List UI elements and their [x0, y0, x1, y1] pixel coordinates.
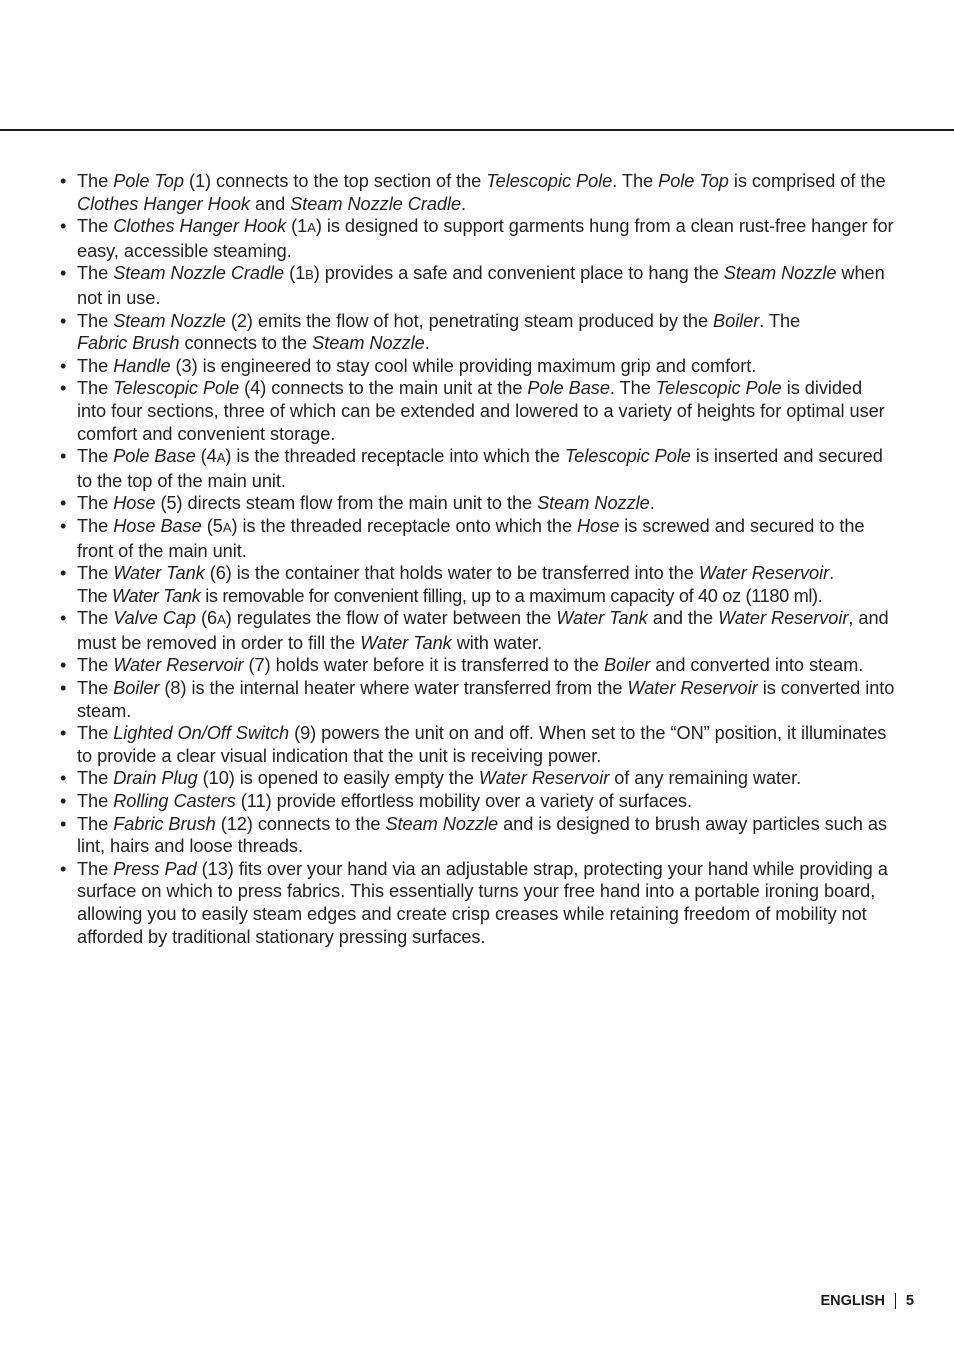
text: (4 — [195, 446, 217, 467]
text: ) is the threaded receptacle into which the — [225, 446, 565, 467]
text: (1) connects to the top section of the — [183, 171, 487, 191]
term: Boiler — [713, 310, 760, 331]
term: Steam Nozzle — [723, 263, 837, 284]
list-item — [60, 515, 896, 562]
bullet: • — [60, 216, 67, 237]
term: Steam Nozzle Cradle — [290, 193, 462, 214]
text: The — [77, 378, 114, 399]
bullet: • — [60, 608, 67, 629]
text: The — [77, 493, 114, 514]
text: ) is designed to support garments hung from a clean rust-free hanger for easy, accessible steaming. — [77, 216, 894, 261]
text: is screwed and secured to the front of the main unit. — [77, 515, 865, 561]
bullet: • — [60, 791, 67, 812]
term: Pole Base — [527, 378, 610, 399]
text: The — [77, 563, 114, 584]
bullet: • — [60, 678, 67, 699]
term: Water Tank — [112, 585, 201, 606]
bullet: • — [60, 310, 67, 331]
list-item — [60, 445, 896, 492]
term: Drain Plug — [113, 768, 198, 789]
text: . The — [609, 378, 656, 399]
term: Water Reservoir — [698, 563, 830, 584]
term: Fabric Brush — [113, 813, 216, 834]
list-item — [60, 722, 896, 767]
list-item — [60, 215, 896, 262]
text: The — [77, 791, 114, 812]
text: and the — [647, 608, 719, 629]
term: Pole Base — [113, 446, 196, 467]
text: of any remaining water. — [609, 768, 802, 789]
text: is divided into four sections, three of which can be extended and lowered to a variety of heights for optimal user comfort and convenient storage. — [77, 378, 885, 444]
text: and converted into steam. — [650, 655, 864, 676]
text: with water. — [451, 632, 543, 653]
text: (6 — [196, 608, 218, 629]
bullet: • — [60, 171, 67, 191]
sub-label: B — [305, 267, 314, 283]
text: The — [77, 678, 114, 699]
term: Boiler — [113, 678, 160, 699]
term: Water Reservoir — [113, 655, 244, 676]
text: (4) connects to the main unit at the — [239, 378, 528, 399]
term: Telescopic Pole — [486, 171, 613, 191]
text: (7) holds water before it is transferred to the — [243, 655, 604, 676]
term: Water Tank — [360, 632, 452, 653]
text: , and must be removed in order to fill the — [77, 608, 889, 653]
term: Steam Nozzle Cradle — [113, 263, 285, 284]
term: Valve Cap — [113, 608, 196, 629]
text: The — [77, 608, 114, 629]
bullet: • — [60, 446, 67, 467]
text: . The — [759, 310, 801, 331]
term: Handle — [113, 355, 171, 376]
term: Water Tank — [556, 608, 648, 629]
list-item — [60, 492, 896, 515]
text: is comprised of the — [728, 171, 886, 191]
text: connects to the — [179, 333, 313, 354]
list-item — [60, 377, 896, 445]
term: Steam Nozzle — [537, 493, 650, 514]
text: (13) fits over your hand via an adjustable strap, protecting your hand while providing a surface on which to press fabrics. This essentially turns your free hand into a portable ironing board, allowing you to easily steam edges and create crisp creases while retaining freedom of mobility not afforded by traditional stationary pressing surfaces. — [77, 858, 888, 947]
text: (11) provide effortless mobility over a variety of surfaces. — [235, 791, 692, 812]
text: when not in use. — [77, 263, 885, 308]
term: Water Reservoir — [478, 768, 610, 789]
text: The — [77, 310, 114, 331]
bullet: • — [60, 768, 67, 789]
term: Clothes Hanger Hook — [77, 193, 250, 214]
bullet: • — [60, 378, 67, 399]
text: ) is the threaded receptacle onto which the — [231, 515, 578, 536]
line-2 — [77, 586, 822, 606]
page-footer — [820, 1293, 914, 1309]
list-item — [60, 607, 896, 654]
term: Telescopic Pole — [655, 378, 782, 399]
list-item — [60, 813, 896, 858]
language-label: ENGLISH — [820, 1293, 885, 1309]
term: Water Reservoir — [627, 678, 758, 699]
text: The — [77, 515, 114, 536]
list-item — [60, 767, 896, 790]
list-item — [60, 858, 896, 948]
text: is inserted and secured to the top of the main unit. — [77, 446, 883, 491]
text: The — [77, 768, 114, 789]
term: Clothes Hanger Hook — [113, 216, 287, 237]
sub-label: A — [222, 519, 232, 535]
term: Hose — [113, 493, 156, 514]
text: . — [424, 333, 430, 354]
list-item — [60, 355, 896, 378]
text: ) regulates the flow of water between the — [225, 608, 557, 629]
text: The — [77, 355, 114, 376]
text: The — [77, 263, 114, 284]
list-item — [60, 262, 896, 309]
text: (3) is engineered to stay cool while providing maximum grip and comfort. — [170, 355, 757, 376]
text: and — [249, 193, 291, 214]
term: Press Pad — [113, 858, 197, 879]
term: Telescopic Pole — [113, 378, 240, 399]
text: (9) powers the unit on and off. When set to the “ON” position, it illuminates to provide a clear visual indication that the unit is receiving power. — [77, 723, 887, 766]
text: The — [77, 216, 114, 237]
text: (8) is the internal heater where water transferred from the — [159, 678, 628, 699]
list-item — [60, 654, 896, 677]
term: Pole Top — [113, 171, 184, 191]
text: The — [77, 813, 114, 834]
text: . The — [612, 171, 659, 191]
text: The — [77, 858, 114, 879]
term: Water Tank — [113, 563, 205, 584]
bullet: • — [60, 515, 67, 536]
list-item — [60, 170, 896, 215]
bullet: • — [60, 655, 67, 676]
term: Hose — [577, 515, 620, 536]
list-item — [60, 310, 896, 355]
bullet: • — [60, 563, 67, 584]
term: Pole Top — [658, 171, 729, 191]
bullet: • — [60, 355, 67, 376]
term: Steam Nozzle — [385, 813, 499, 834]
text: The — [77, 655, 114, 676]
text: . — [829, 563, 835, 584]
bullet: • — [60, 263, 67, 284]
text: and is designed to brush away particles such as lint, hairs and loose threads. — [77, 813, 887, 857]
text: (6) is the container that holds water to be transferred into the — [204, 563, 699, 584]
text: ) provides a safe and convenient place to hang the — [313, 263, 724, 284]
term: Fabric Brush — [77, 333, 180, 354]
term: Water Reservoir — [718, 608, 849, 629]
text: The — [77, 171, 114, 191]
page-number: 5 — [905, 1293, 914, 1309]
bullet: • — [60, 813, 67, 834]
sub-label: A — [216, 450, 226, 466]
component-list — [60, 170, 896, 948]
term: Hose Base — [113, 515, 202, 536]
term: Lighted On/Off Switch — [113, 723, 290, 744]
term: Boiler — [603, 655, 651, 676]
footer-divider — [895, 1293, 896, 1309]
text: (5 — [201, 515, 223, 536]
sub-label: A — [307, 220, 316, 236]
list-item — [60, 562, 896, 607]
text: is removable for convenient filling, up to a maximum capacity of 40 oz (1180 ml). — [200, 585, 823, 606]
list-item — [60, 790, 896, 813]
text: The — [77, 585, 112, 606]
text: (2) emits the flow of hot, penetrating steam produced by the — [225, 310, 714, 331]
text: The — [77, 723, 114, 744]
text: . — [649, 493, 655, 514]
text: (12) connects to the — [215, 813, 386, 834]
term: Rolling Casters — [113, 791, 236, 812]
header-rule — [0, 129, 954, 131]
text: is converted into steam. — [77, 678, 895, 721]
list-item — [60, 677, 896, 722]
bullet: • — [60, 858, 67, 879]
text: (1 — [284, 263, 306, 284]
text: (5) directs steam flow from the main unit to the — [155, 493, 538, 514]
text: . — [461, 193, 467, 214]
bullet: • — [60, 723, 67, 744]
term: Steam Nozzle — [113, 310, 226, 331]
sub-label: A — [217, 612, 226, 628]
bullet: • — [60, 493, 67, 514]
text: (1 — [286, 216, 308, 237]
term: Steam Nozzle — [312, 333, 425, 354]
text: (10) is opened to easily empty the — [197, 768, 479, 789]
term: Telescopic Pole — [564, 446, 691, 467]
text: The — [77, 446, 114, 467]
